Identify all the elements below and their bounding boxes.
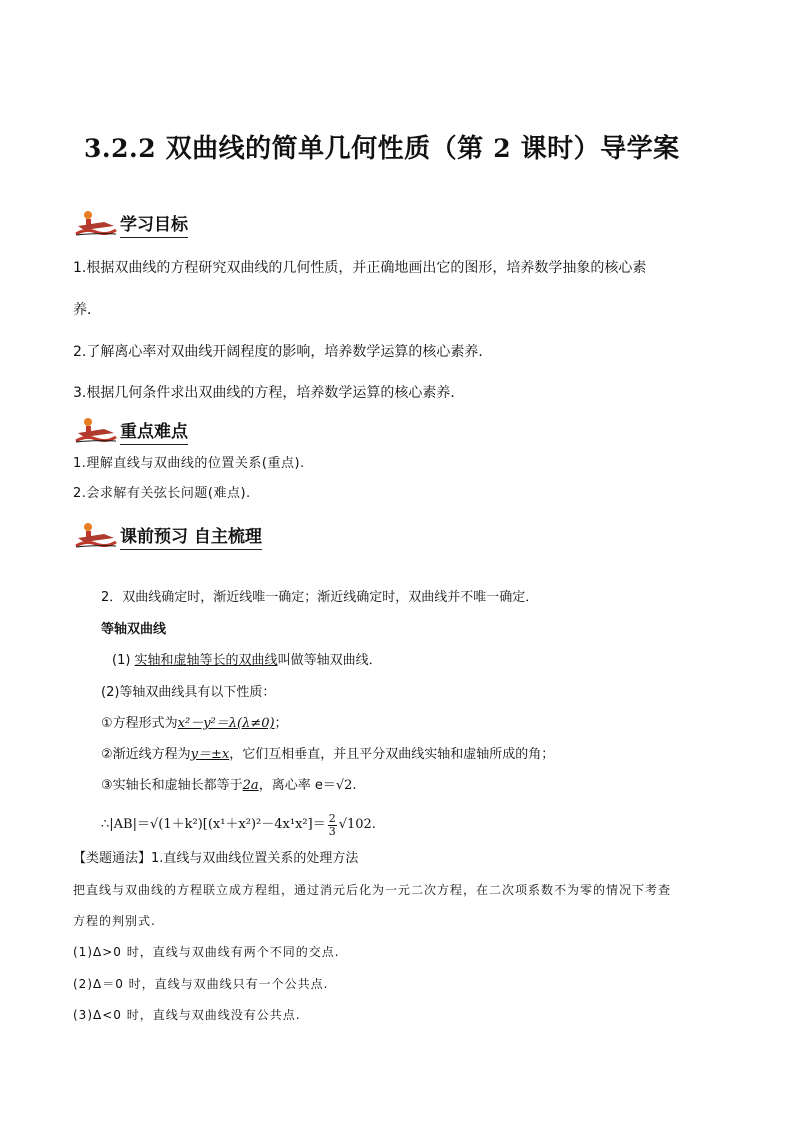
goal-3: 3.根据几何条件求出双曲线的方程，培养数学运算的核心素养． (73, 385, 465, 401)
item-1-prefix: (1) (112, 653, 135, 668)
equilateral-hyperbola-heading: 等轴双曲线 (101, 622, 167, 637)
property-3-underlined: 2a (242, 778, 259, 793)
ab-fraction (328, 813, 337, 838)
property-2 (101, 745, 554, 765)
preview-item-2: (2)等轴双曲线具有以下性质： (101, 685, 276, 700)
item-1-underlined: 实轴和虚轴等长的双曲线 (134, 653, 278, 668)
goal-2: 2.了解离心率对双曲线开阔程度的影响，培养数学运算的核心素养． (73, 344, 493, 360)
ab-fraction-denominator: 3 (328, 824, 336, 838)
goal-1-line-1: 1.根据双曲线的方程研究双曲线的几何性质，并正确地画出它的图形，培养数学抽象的核心素 (73, 260, 647, 276)
method-heading: 【类题通法】1.直线与双曲线位置关系的处理方法 (73, 851, 359, 866)
property-1-formula: x²－y²＝λ(λ≠0) (177, 716, 275, 731)
property-1 (101, 714, 288, 734)
title-text-b: 课时）导学案 (511, 134, 680, 164)
ab-formula-tail: √102. (338, 817, 376, 832)
ab-formula (101, 808, 376, 842)
key-point-2: 2.会求解有关弦长问题(难点). (73, 486, 251, 501)
property-2-formula: y＝±x (190, 747, 230, 762)
title-number-2: 2 (493, 134, 512, 163)
section-heading-goals (74, 208, 188, 238)
method-case-3: (3)Δ<0 时，直线与双曲线没有公共点. (73, 1008, 301, 1022)
section-heading-preview (74, 520, 262, 550)
goal-1-line-2: 养． (73, 302, 101, 318)
title-number: 3.2.2 (84, 134, 157, 163)
method-case-1: (1)Δ>0 时，直线与双曲线有两个不同的交点. (73, 945, 340, 959)
section-heading-keys (74, 415, 188, 445)
ab-fraction-numerator: 2 (328, 811, 336, 825)
preview-item-1 (112, 651, 382, 671)
learning-mascot-icon (74, 208, 118, 238)
property-3 (101, 776, 357, 796)
ab-formula-main: ∴|AB|＝√(1＋k²)[(x¹＋x²)²－4x¹x²]＝ (101, 817, 326, 832)
method-line-1: 把直线与双曲线的方程联立成方程组，通过消元后化为一元二次方程，在二次项系数不为零的情况下考查 (73, 883, 672, 897)
key-point-1: 1.理解直线与双曲线的位置关系(重点). (73, 456, 305, 471)
title-text-a: 双曲线的简单几何性质（第 (156, 134, 494, 164)
preview-paragraph-2: 2．双曲线确定时，渐近线唯一确定；渐近线确定时，双曲线并不唯一确定． (101, 590, 539, 605)
learning-mascot-icon (74, 520, 118, 550)
section-label-goals: 学习目标 (120, 210, 188, 238)
property-3-prefix: ③实轴长和虚轴长都等于 (101, 778, 243, 793)
method-line-2: 方程的判别式. (73, 914, 156, 928)
item-1-suffix: 叫做等轴双曲线． (277, 653, 382, 668)
property-2-prefix: ②渐近线方程为 (101, 747, 191, 762)
page-title (84, 128, 680, 165)
property-1-prefix: ①方程形式为 (101, 716, 178, 731)
property-2-suffix: ，它们互相垂直，并且平分双曲线实轴和虚轴所成的角； (229, 747, 555, 762)
learning-mascot-icon (74, 415, 118, 445)
section-label-keys: 重点难点 (120, 417, 188, 445)
property-3-mid: ，离心率 e＝ (258, 778, 336, 793)
method-case-2: (2)Δ＝0 时，直线与双曲线只有一个公共点. (73, 977, 329, 991)
property-1-suffix: ； (274, 716, 288, 731)
section-label-preview: 课前预习 自主梳理 (120, 522, 262, 550)
property-3-value: √2. (335, 778, 357, 793)
